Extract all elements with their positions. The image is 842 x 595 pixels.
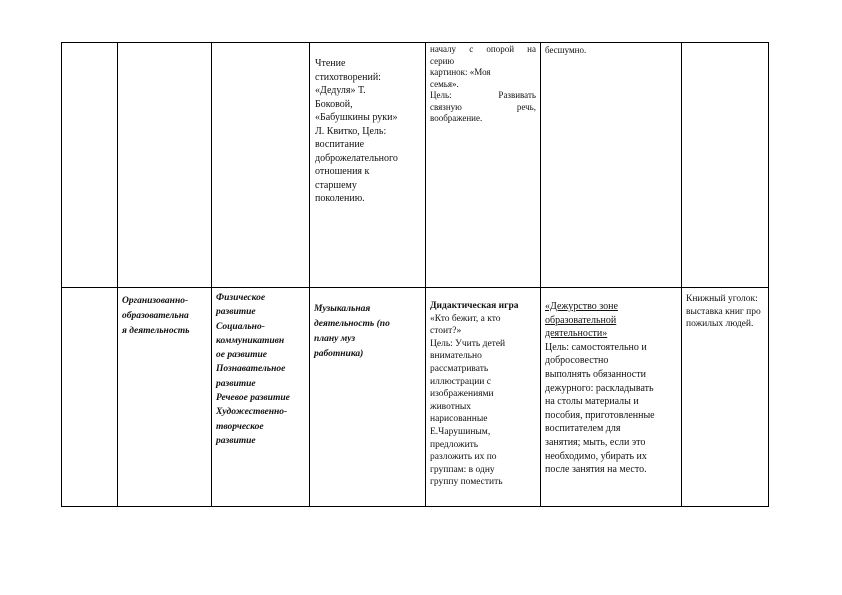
text-line: воспитание [315, 139, 365, 150]
text-line: Физическое [216, 293, 266, 303]
text-line: «Бабушкины руки» [315, 112, 398, 123]
text-line: выполнять обязанности [545, 368, 646, 380]
text-line: семья». [430, 78, 459, 89]
text-line: группам: в одну [430, 464, 495, 475]
text-line: занятия; мыть, если это [545, 436, 646, 448]
table-cell [212, 43, 310, 288]
text-line: я деятельность [122, 326, 190, 336]
text-line: необходимо, убирать их [545, 450, 647, 462]
text-line: ое развитие [216, 350, 267, 361]
text-line: Художественно- [216, 407, 288, 418]
duty-cell [541, 288, 682, 507]
text-line: коммуникативн [216, 335, 285, 346]
music-cell [310, 288, 426, 507]
text-line: выставка книг про [686, 306, 761, 317]
text-line: дежурного: раскладывать [545, 382, 654, 394]
text-line: деятельности» [545, 328, 608, 340]
text-line: Социально- [216, 321, 265, 332]
table-cell [682, 43, 769, 288]
corner-cell [682, 288, 769, 507]
game-title: Дидактическая игра [430, 301, 519, 311]
text-line: образовательна [122, 311, 189, 321]
text-line: творческое [216, 421, 264, 432]
text-line: Чтение [315, 58, 346, 69]
duty-cell [541, 43, 682, 288]
text-line: бесшумно. [545, 45, 587, 55]
text-line: старшему [315, 179, 357, 191]
text-line: воспитателем для [545, 423, 621, 435]
text-line: после занятия на место. [545, 464, 647, 476]
text-line: «Кто бежит, а кто [430, 313, 501, 324]
text-line: Книжный уголок: [686, 294, 758, 304]
game-cell [426, 288, 541, 507]
text-line: серию [430, 55, 455, 66]
text-line: Боковой, [315, 98, 353, 110]
text-line: группу поместить [430, 477, 503, 488]
text-line: образовательной [545, 314, 617, 326]
text-line: внимательно [430, 351, 482, 362]
text-line: животных [430, 401, 472, 412]
text-line: нарисованные [430, 414, 488, 425]
text-line: разложить их по [430, 452, 497, 463]
text-line: Цель: самостоятельно и [545, 341, 647, 353]
text-line: стихотворений: [315, 71, 381, 83]
text-line: воображение. [430, 113, 483, 123]
text-line: поколению. [315, 193, 365, 204]
text-line: развитие [216, 378, 256, 389]
text-line: Цель: Развивать [430, 90, 536, 100]
table-row [62, 43, 769, 288]
reading-cell [310, 43, 426, 288]
text-line: «Дежурство зоне [545, 301, 618, 312]
text-line: иллюстрации с [430, 376, 491, 387]
text-line: плану муз [314, 334, 356, 344]
text-line: Организованно- [122, 296, 189, 306]
text-line: картинок: «Моя [430, 67, 491, 77]
text-line: Познавательное [216, 364, 286, 375]
text-line: Е.Чарушиным, [430, 426, 491, 437]
table-row [62, 288, 769, 507]
text-line: Л. Квитко, Цель: [315, 125, 387, 137]
text-line: работника) [314, 349, 364, 359]
areas-cell [212, 288, 310, 507]
table-cell [118, 43, 212, 288]
text-line: изображениями [430, 389, 494, 400]
text-line: Музыкальная [314, 304, 371, 314]
text-line: пособия, приготовленные [545, 409, 655, 421]
text-line: связную речь, [430, 101, 536, 112]
text-line: на столы материалы и [545, 396, 639, 408]
table-cell [62, 43, 118, 288]
text-line: началу с опорой на [430, 44, 536, 54]
text-line: отношения к [315, 166, 370, 177]
text-line: развитие [216, 307, 256, 318]
text-line: добросовестно [545, 355, 609, 367]
text-line: пожилых людей. [686, 319, 754, 329]
plan-table [61, 42, 769, 507]
text-line: развитие [216, 435, 256, 446]
game-cell [426, 43, 541, 288]
text-line: деятельность (по [314, 319, 390, 329]
text-line: стоит?» [430, 326, 462, 337]
text-line: Цель: Учить детей [430, 338, 506, 349]
text-line: доброжелательного [315, 152, 398, 164]
form-cell [118, 288, 212, 507]
text-line: Речевое развитие [216, 393, 290, 404]
text-line: предложить [430, 439, 479, 450]
text-line: рассматривать [430, 363, 489, 374]
text-line: «Дедуля» Т. [315, 85, 366, 96]
table-cell [62, 288, 118, 507]
